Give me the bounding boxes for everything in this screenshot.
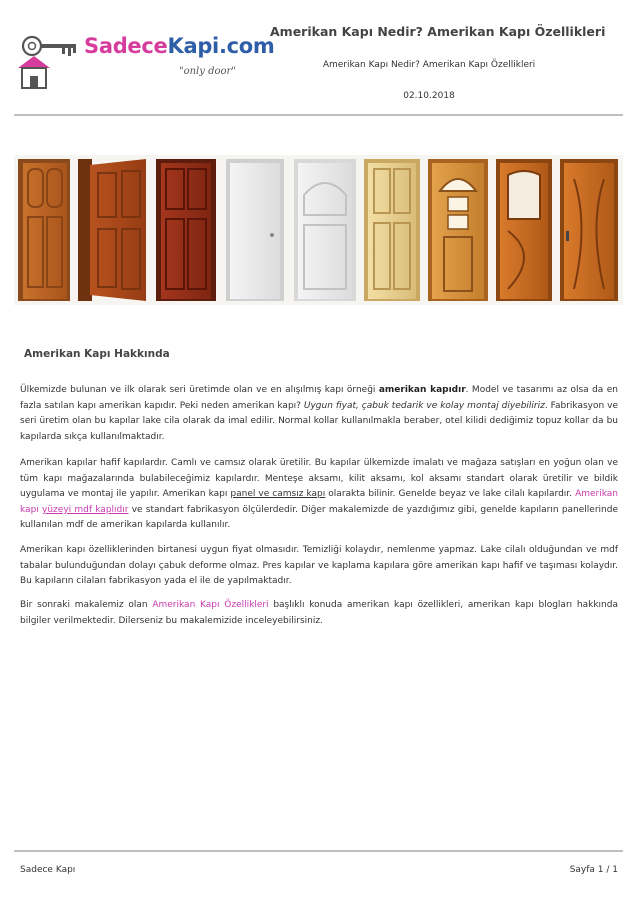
- footer-site-name: Sadece Kapı: [20, 865, 76, 875]
- p1-italic: Uygun fiyat, çabuk tedarik ve kolay montaj diyebiliriz: [303, 400, 545, 411]
- logo-word-sadece: Sadece: [84, 34, 168, 58]
- p2-text-2: olarakta bilinir. Genelde beyaz ve lake cilalı kapılardır.: [325, 489, 576, 500]
- logo-tagline: "only door": [179, 66, 236, 77]
- p1-text-2: . Model ve tasarımı az olsa da en fazla satılan kapı amerikan kapıdır. Peki neden amerikan kapı?: [20, 385, 618, 411]
- paragraph-2: [20, 456, 618, 534]
- p1-text-1: Ülkemizde bulunan ve ilk olarak seri üretimde olan ve en alışılmış kapı örneği: [20, 385, 379, 395]
- logo-wordmark: [84, 34, 275, 58]
- link-amerikan-kapi[interactable]: Amerikan kapı: [20, 489, 619, 515]
- paragraph-3: Amerikan kapı özelliklerinden birtanesi uygun fiyat olmasıdır. Temizliği kolaydır, nemlenme yapmaz. Lake cilalı olduğundan ve mdf tabalar bulunduğundan dolayı çabuk deforme olmaz. Pres kapılar ve kaplama kapılara göre amerikan kapı hafif ve taşıması kolaydır. Bu kapıların cilaları fabrikasyon yada el ile de yapılmaktadır.: [20, 545, 618, 587]
- logo-word-kapi: Kapi: [167, 34, 219, 58]
- p1-bold: amerikan kapıdır: [378, 385, 466, 395]
- document-title: Amerikan Kapı Nedir? Amerikan Kapı Özellikleri: [270, 24, 606, 39]
- p2-text-1: Amerikan kapılar hafif kapılardır. Camlı ve camsız olarak üretilir. Bu kapılar ülkemizde imalatı ve mağaza satışları en yoğun olan ve tüm kapı mağazalarında bulabileceğimiz kapılardır. Menteşe aksamı, kilit aksamı, kol aksamı standart olarak üretilir ve bildik uygulama ve montaj ile yapılır. Amerikan kapı: [20, 458, 618, 500]
- doors-image: [14, 155, 623, 305]
- link-amerikan-kapi-ozellikleri[interactable]: Amerikan Kapı Özellikleri: [152, 600, 269, 610]
- link-panel-ve-camsiz-kapi[interactable]: panel ve camsız kapı: [230, 489, 326, 500]
- p1-text-3: . Fabrikasyon ve seri üretim olan bu kapılar lake cila olarak da imal edilir. Normal kollar kullanılmakla beraber, otel kilidi dediğimiz topuz kollar da bu kapılarda sıkça kullanılmaktadır.: [20, 400, 618, 442]
- document-subtitle: Amerikan Kapı Nedir? Amerikan Kapı Özellikleri: [322, 60, 536, 70]
- section-title: Amerikan Kapı Hakkında: [24, 348, 170, 360]
- paragraph-1: [20, 383, 618, 445]
- footer-divider: [14, 850, 623, 852]
- p4-text-2: başlıklı konuda amerikan kapı özellikleri, amerikan kapı blogları hakkında bilgiler verilmektedir. Dilerseniz bu makalemizide inceleyebilirsiniz.: [20, 600, 618, 626]
- site-logo[interactable]: [14, 28, 275, 92]
- logo-word-com: .com: [218, 34, 275, 58]
- paragraph-4: [20, 598, 618, 629]
- header-divider: [14, 114, 623, 116]
- p2-text-4: ve standart fabrikasyon ölçülerdedir. Diğer makalemizde de yazdığımız gibi, genelde kapıların panellerinde kullanılan mdf de amerikan kapılarda kullanılır.: [20, 504, 618, 531]
- p4-text-1: Bir sonraki makalemiz olan: [20, 600, 153, 610]
- document-date: 02.10.2018: [403, 91, 455, 101]
- link-yuzeyi-mdf-kaplidir[interactable]: yüzeyi mdf kaplıdır: [42, 504, 129, 515]
- footer-page-number: Sayfa 1 / 1: [569, 865, 618, 875]
- house-key-icon: [14, 28, 84, 92]
